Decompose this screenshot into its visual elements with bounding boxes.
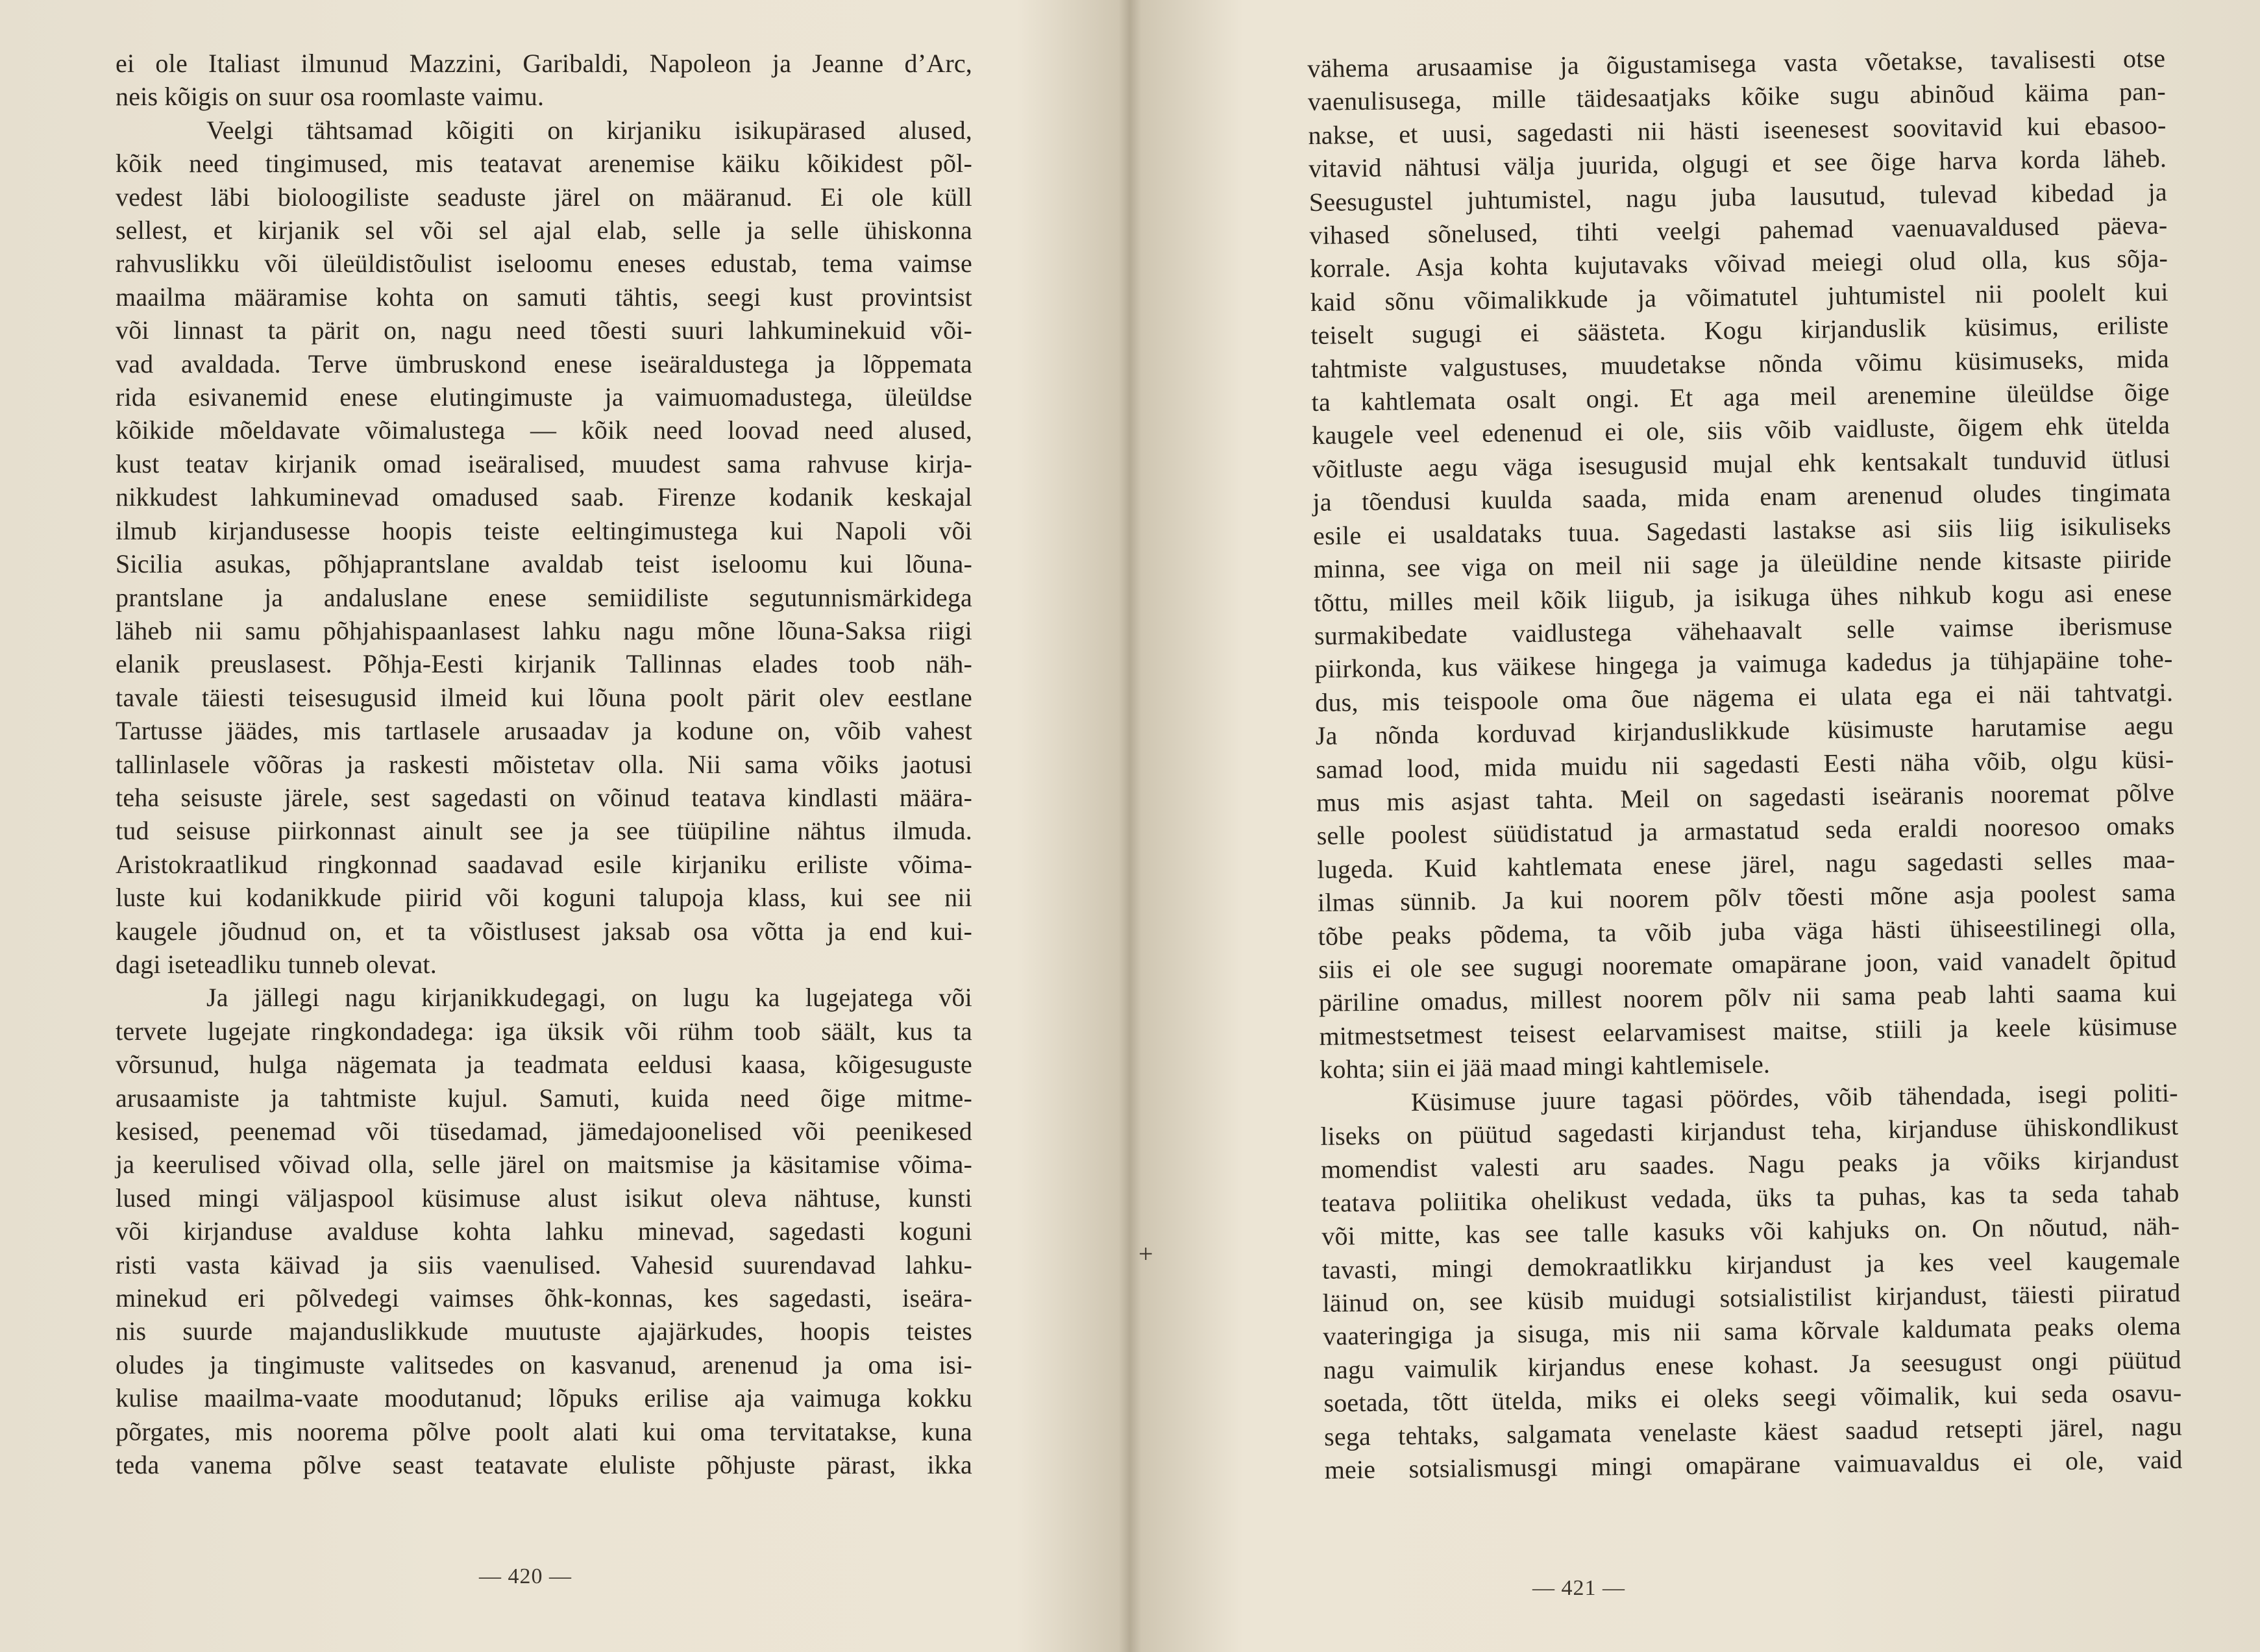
text-line: kõik need tingimused, mis teatavat arenemise käiku kõikidest põl-	[116, 149, 972, 179]
right-page-text	[1307, 42, 2183, 1486]
text-line: elanik preuslasest. Põhja-Eesti kirjanik Tallinnas elades toob näh-	[116, 649, 972, 679]
text-line: sellest, et kirjanik sel või sel ajal elab, selle ja selle ühiskonna	[116, 216, 972, 245]
text-line: kust teatav kirjanik omad iseäralised, muudest sama rahvuse kirja-	[116, 449, 972, 478]
text-line: maailma määramise kohta on samuti tähtis, seegi kust provintsist	[116, 282, 972, 312]
text-line: vitavid nähtusi välja juurida, olgugi et see õige harva korda läheb.	[1308, 143, 2167, 184]
text-line: või mitte, kas see talle kasuks või kahjuks on. On nõutud, näh-	[1321, 1211, 2180, 1251]
text-line: teiselt sugugi ei säästeta. Kogu kirjanduslik küsimus, eriliste	[1310, 310, 2169, 351]
text-line: kõikide mõeldavate võimalustega — kõik need loovad need alused,	[116, 415, 972, 445]
text-line: tavasti, mingi demokraatlikku kirjandust ja kes veel kaugemale	[1321, 1244, 2181, 1285]
text-line: tõbe peaks põdema, ta võib juba väga hästi ühiseestilinegi olla,	[1318, 911, 2176, 951]
text-line: tõttu, milles meil kõik liigub, ja isikuga ühes nihkub kogu asi enese	[1314, 577, 2172, 617]
text-line: dagi iseteadliku tunneb olevat.	[116, 949, 437, 979]
text-line: ja keerulised võivad olla, selle järel on maitsmise ja käsitamise võima-	[116, 1150, 972, 1179]
text-line: tavale täiesti teisesugusid ilmeid kui lõuna poolt pärit olev eestlane	[116, 682, 972, 712]
text-line: Sicilia asukas, põhjaprantslane avaldab teist iseloomu kui lõuna-	[116, 549, 972, 579]
text-line: oludes ja tingimuste valitsedes on kasvanud, arenenud ja oma isi-	[116, 1350, 972, 1379]
text-line: läinud on, see küsib muidugi sotsialistilist kirjandust, täiesti piiratud	[1322, 1277, 2181, 1318]
text-line: soetada, tõtt ütelda, miks ei oleks seegi võimalik, kui seda osavu-	[1323, 1377, 2182, 1418]
text-line: sega tehtaks, salgamata venelaste käest saadud retsepti järel, nagu	[1323, 1411, 2183, 1451]
text-line: risti vasta käivad ja siis vaenulised. Vahesid suurendavad lahku-	[116, 1250, 972, 1279]
text-line: nikkudest lahkuminevad omadused saab. Firenze kodanik keskajal	[116, 482, 972, 512]
text-line: tallinlasele võõras ja raskesti mõistetav olla. Nii sama võiks jaotusi	[116, 749, 972, 779]
text-line: ilmub kirjandusesse hoopis teiste eeltingimustega kui Napoli või	[116, 515, 972, 545]
text-line: arusaamiste ja tahtmiste kujul. Samuti, kuida need õige mitme-	[116, 1083, 972, 1113]
text-line: kaid sõnu võimalikkude ja võimatutel juhtumistel nii poolelt kui	[1310, 277, 2168, 317]
text-line: ilmas sünnib. Ja kui noorem põlv tõesti mõne asja poolest sama	[1317, 877, 2176, 918]
text-line: või linnast ta pärit on, nagu need tõesti suuri lahkuminekuid või-	[116, 315, 972, 345]
text-line: vedest läbi bioloogiliste seaduste järel on määranud. Ei ole küll	[116, 182, 972, 212]
text-line: põrgates, mis noorema põlve poolt alati kui oma tervitatakse, kuna	[116, 1416, 972, 1446]
text-line: läheb nii samu põhjahispaanlasest lahku nagu mõne lõuna-Saksa riigi	[116, 615, 972, 645]
text-line: nagu vaimulik kirjandus enese kohast. Ja seesugust ongi püütud	[1323, 1344, 2181, 1385]
text-line: lugeda. Kuid kahtlemata enese järel, nagu sagedasti selles maa-	[1317, 844, 2176, 884]
text-line: piirkonda, kus väikese hingega ja vaimuga kadedus ja tühjapäine tohe-	[1314, 644, 2173, 684]
text-line: minekud eri põlvedegi vaimses õhk-konnas, kes sagedasti, iseära-	[116, 1283, 972, 1313]
text-line: ta kahtlemata osalt ongi. Et aga meil arenemine üleüldse õige	[1311, 376, 2170, 417]
text-line: Aristokraatlikud ringkonnad saadavad esile kirjaniku eriliste võima-	[116, 849, 972, 879]
text-line: vihased sõnelused, tihti veelgi pahemad vaenuavaldused päeva-	[1309, 210, 2168, 251]
text-line: rida esivanemid enese elutingimuste ja vaimuomadustega, üleüldse	[116, 382, 972, 412]
text-line: liseks on püütud sagedasti kirjandust teha, kirjanduse ühiskondlikust	[1320, 1111, 2179, 1151]
text-line: kaugele veel edenenud ei ole, siis võib vaidluste, õigem ehk ütelda	[1311, 410, 2170, 450]
text-line: ja tõendusi kuulda saada, mida enam arenenud oludes tingimata	[1312, 477, 2171, 517]
text-line: võitluste aegu väga isesugusid mujal ehk kentsakalt tunduvid ütlusi	[1312, 443, 2171, 484]
text-line: minna, see viga on meil nii sage ja üleüldine nende kitsaste piiride	[1313, 543, 2172, 584]
text-line: meie sotsialismusgi mingi omapärane vaimuavaldus ei ole, vaid	[1324, 1444, 2183, 1485]
text-line: korrale. Asja kohta kujutavaks võivad meiegi olud olla, kus sõja-	[1309, 243, 2168, 284]
text-line: vad avaldada. Terve ümbruskond enese iseäraldustega ja lõppemata	[116, 349, 972, 378]
text-line: rahvuslikku või üleüldistõulist iseloomu eneses edustab, tema vaimse	[116, 249, 972, 278]
text-line: Ja jällegi nagu kirjanikkudegagi, on lugu ka lugejatega või	[206, 983, 972, 1013]
text-line: samad lood, mida muidu nii sagedasti Eesti näha võib, olgu küsi-	[1316, 744, 2174, 784]
text-line: kohta; siin ei jää maad mingi kahtlemisele.	[1319, 1049, 1771, 1085]
text-line: nakse, et uusi, sagedasti nii hästi iseenesest soovitavid kui ebasoo-	[1308, 110, 2167, 150]
text-line: mitmestsetmest teisest eelarvamisest maitse, stiili ja keele küsimuse	[1319, 1011, 2178, 1051]
text-line: Küsimuse juure tagasi pöördes, võib tähendada, isegi politi-	[1410, 1078, 2178, 1116]
text-line: esile ei usaldataks tuua. Sagedasti lastakse asi siis liig isikuliseks	[1312, 510, 2172, 550]
text-line: vaenulisusega, mille täidesaatjaks kõike sugu abinõud käima pan-	[1307, 77, 2167, 117]
text-line: teha seisuste järele, sest sagedasti on võinud teatava kindlasti määra-	[116, 782, 972, 812]
text-line: Tartusse jäädes, mis tartlasele arusaadav ja kodune on, võib vahest	[116, 716, 972, 746]
text-line: teatava poliitika ohelikust vedada, üks ta puhas, kas ta seda tahab	[1321, 1177, 2180, 1218]
text-line: neis kõigis on suur osa roomlaste vaimu.	[116, 82, 545, 112]
text-line: teda vanema põlve seast teatavate eluliste põhjuste pärast, ikka	[116, 1450, 972, 1480]
text-line: tahtmiste valgustuses, muudetakse nõnda võimu küsimuseks, mida	[1310, 343, 2170, 384]
text-line: luste kui kodanikkude piirid või koguni talupoja klass, kui see nii	[116, 883, 972, 913]
text-line: momendist valesti aru saades. Nagu peaks ja võiks kirjandust	[1320, 1144, 2180, 1185]
text-line: Veelgi tähtsamad kõigiti on kirjaniku isikupärased alused,	[206, 115, 972, 145]
text-line: vähema arusaamise ja õigustamisega vasta võetakse, tavalisesti otse	[1307, 43, 2166, 83]
text-line: kulise maailma-vaate moodutanud; lõpuks erilise aja vaimuga kokku	[116, 1383, 972, 1413]
text-line: prantslane ja andaluslane enese semiidiliste segutunnismärkidega	[116, 582, 972, 612]
text-line: kaugele jõudnud on, et ta võistlusest jaksab osa võtta ja end kui-	[116, 916, 972, 946]
text-line: siis ei ole see sugugi nooremate omapärane joon, vaid vanadelt õpitud	[1318, 944, 2177, 984]
text-line: surmakibedate vaidlustega vähehaavalt selle vaimse iberismuse	[1314, 610, 2173, 650]
text-line: dus, mis teispoole oma õue nägema ei ulata ega ei näi tahtvatgi.	[1314, 677, 2174, 717]
text-line: Ja nõnda korduvad kirjanduslikkude küsimuste harutamise aegu	[1315, 710, 2174, 751]
right-page-number: — 421 —	[1532, 1576, 1625, 1600]
text-line: kesised, peenemad või tüsedamad, jämedajoonelised või peenikesed	[116, 1116, 972, 1146]
text-line: või kirjanduse avalduse kohta lahku minevad, sagedasti koguni	[116, 1216, 972, 1246]
text-line: päriline omadus, millest noorem põlv nii sama peab lahti saama kui	[1318, 978, 2178, 1018]
left-page-text	[116, 47, 972, 1481]
right-page	[1130, 0, 2260, 1652]
text-line: võrsunud, hulga nägemata ja teadmata eeldusi kaasa, kõigesuguste	[116, 1050, 972, 1079]
text-line: mus mis asjast tahta. Meil on sagedasti iseäranis nooremat põlve	[1316, 777, 2175, 817]
text-line: tud seisuse piirkonnast ainult see ja see tüüpiline nähtus ilmuda.	[116, 816, 972, 846]
left-page-number: — 420 —	[479, 1564, 572, 1588]
text-line: tervete lugejate ringkondadega: iga üksik või rühm toob säält, kus ta	[116, 1016, 972, 1046]
text-line: vaateringiga ja sisuga, mis nii sama kõrvale kaldumata peaks olema	[1322, 1311, 2181, 1351]
gutter-mark: +	[1138, 1239, 1153, 1268]
text-line: ei ole Italiast ilmunud Mazzini, Garibaldi, Napoleon ja Jeanne d’Arc,	[116, 49, 972, 78]
text-line: lused mingi väljaspool küsimuse alust isikut oleva nähtuse, kunsti	[116, 1183, 972, 1213]
text-line: Seesugustel juhtumistel, nagu juba lausutud, tulevad kibedad ja	[1308, 177, 2167, 217]
text-line: nis suurde majanduslikkude muutuste ajajärkudes, hoopis teistes	[116, 1316, 972, 1346]
text-line: selle poolest süüdistatud ja armastatud seda eraldi nooresoo omaks	[1316, 811, 2175, 851]
